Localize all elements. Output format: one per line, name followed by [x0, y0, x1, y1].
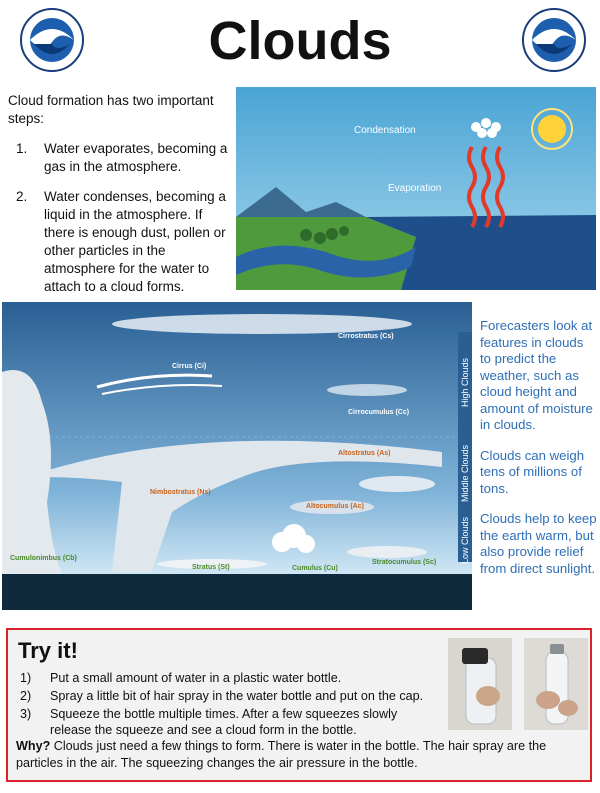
forecast-facts: [480, 318, 598, 591]
try-it-steps: [20, 670, 440, 740]
middle-clouds-label: Middle Clouds: [460, 444, 470, 502]
try-it-step: [20, 706, 440, 738]
why-label: Why?: [16, 739, 51, 753]
try-it-box: [6, 628, 592, 782]
stratus-label: Stratus (St): [192, 564, 230, 571]
try-step-number: 2): [20, 689, 32, 703]
cirrus-label: Cirrus (Ci): [172, 363, 207, 370]
page-title: Clouds: [208, 11, 392, 71]
low-clouds-label: Low Clouds: [460, 516, 470, 564]
try-step-number: 3): [20, 707, 32, 721]
cumulus-label: Cumulus (Cu): [292, 565, 338, 572]
intro-lead: Cloud formation has two important steps:: [8, 93, 214, 126]
cumulonimbus-label: Cumulonimbus (Cb): [10, 555, 77, 562]
cirrostratus-label: Cirrostratus (Cs): [338, 333, 394, 340]
stratocumulus-label: Stratocumulus (Sc): [372, 559, 437, 566]
sun-icon: [532, 109, 572, 149]
try-step-number: 1): [20, 671, 32, 685]
altostratus-label: Altostratus (As): [338, 450, 391, 457]
water-cycle-illustration: [236, 87, 596, 290]
intro-section: [8, 92, 230, 308]
try-it-step: [20, 688, 440, 704]
forecast-paragraph: Clouds can weigh tens of millions of tons.: [480, 447, 585, 496]
why-text: Clouds just need a few things to form. There is water in the bottle. The hair spray are the particles in the air. The squeezing changes the air pressure in the bottle.: [16, 739, 547, 770]
try-step-text: Spray a little bit of hair spray in the water bottle and put on the cap.: [50, 689, 424, 703]
bottle-spray-photo: [448, 638, 512, 730]
try-it-step: [20, 670, 440, 686]
nimbostratus-label: Nimbostratus (Ns): [150, 489, 211, 496]
high-clouds-label: High Clouds: [460, 357, 470, 407]
step-text: Water condenses, becoming a liquid in the atmosphere. If there is enough dust, pollen or other particles in the atmosphere for the water to attach to a cloud forms.: [44, 189, 226, 294]
condensation-label: Condensation: [354, 125, 416, 136]
noaa-logo-right: [522, 8, 586, 72]
step-number: 1.: [16, 141, 28, 156]
cirrocumulus-label: Cirrocumulus (Cc): [348, 409, 410, 416]
evaporation-label: Evaporation: [388, 183, 442, 194]
cloud-types-chart: [2, 302, 472, 610]
altocumulus-label: Altocumulus (Ac): [306, 503, 364, 510]
step-text: Water evaporates, becoming a gas in the atmosphere.: [44, 141, 228, 174]
try-step-text: Put a small amount of water in a plastic water bottle.: [50, 671, 342, 685]
intro-step: [8, 140, 230, 176]
why-explanation: [16, 738, 582, 772]
try-it-title: Try it!: [18, 638, 78, 663]
try-step-text: Squeeze the bottle multiple times. After a few squeezes slowly release the squeeze and see a cloud form in the bottle.: [50, 707, 398, 737]
noaa-logo-left: [20, 8, 84, 72]
forecast-paragraph: Clouds help to keep the earth warm, but also provide relief from direct sunlight.: [480, 511, 597, 576]
bottle-squeeze-photo: [524, 638, 588, 730]
step-number: 2.: [16, 189, 28, 204]
forecast-paragraph: Forecasters look at features in clouds to predict the weather, such as cloud height and amount of moisture in clouds.: [480, 318, 593, 432]
intro-step: [8, 188, 230, 296]
